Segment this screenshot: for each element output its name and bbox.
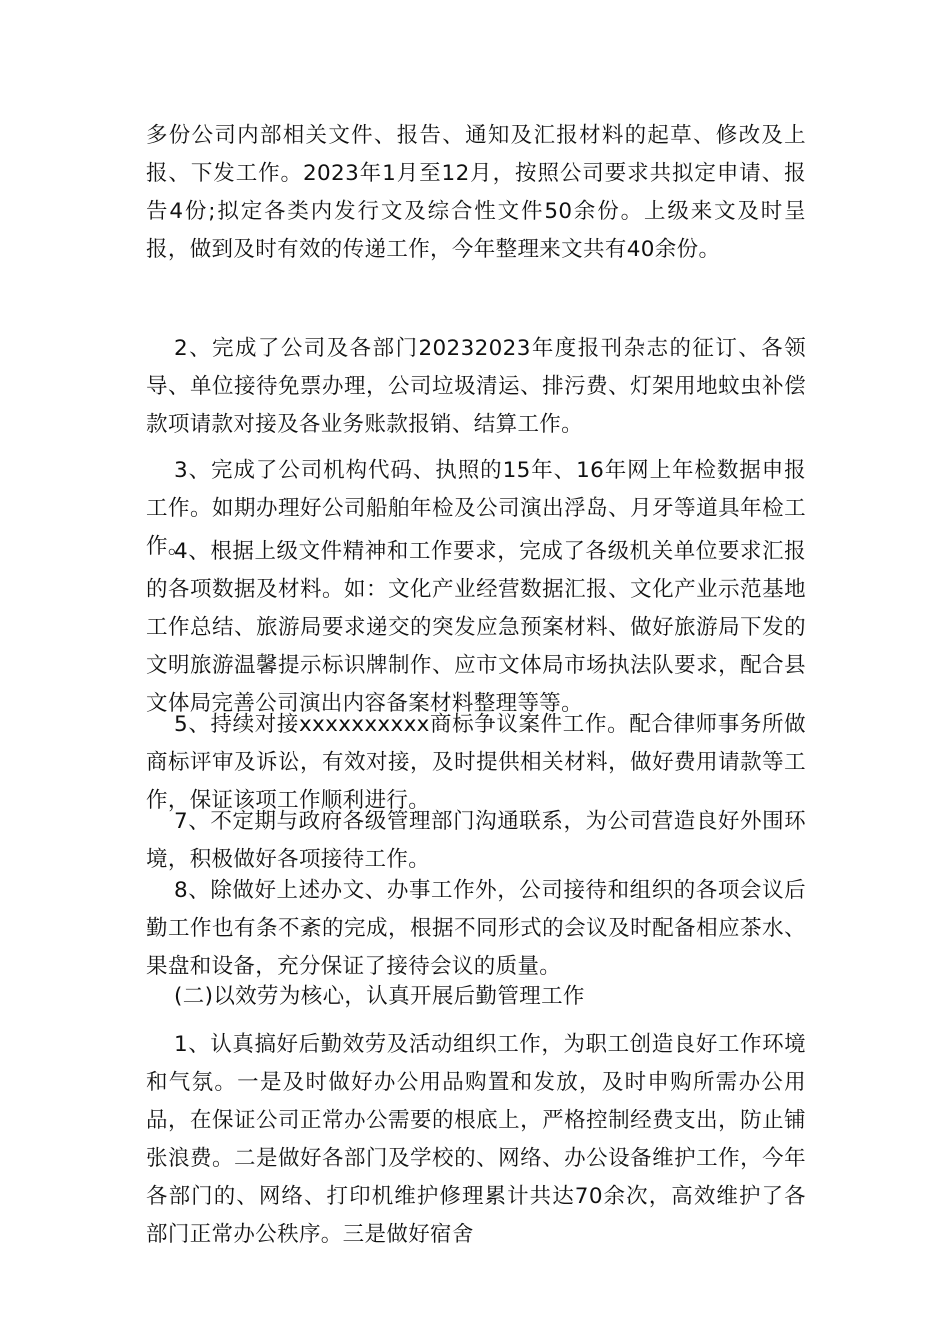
paragraph-8: 1、认真搞好后勤效劳及活动组织工作，为职工创造良好工作环境和气氛。一是及时做好办公用品购置和发放，及时申购所需办公用品，在保证公司正常办公需要的根底上，严格控制经费支出，防止铺张浪费。二是做好各部门及学校的、网络、办公设备维护工作，今年各部门的、网络、打印机维护修理累计共达70余次，高效维护了各部门正常办公秩序。三是做好宿舍 [146, 1032, 806, 1247]
paragraph-3: 3、完成了公司机构代码、执照的15年、16年网上年检数据申报工作。如期办理好公司船舶年检及公司演出浮岛、月牙等道具年检工作。 [146, 458, 806, 559]
section-heading: (二)以效劳为核心，认真开展后勤管理工作 [174, 984, 585, 1009]
paragraph-6: 7、不定期与政府各级管理部门沟通联系，为公司营造良好外围环境，积极做好各项接待工作。 [146, 809, 806, 872]
paragraph-7: 8、除做好上述办文、办事工作外，公司接待和组织的各项会议后勤工作也有条不紊的完成，根据不同形式的会议及时配备相应茶水、果盘和设备，充分保证了接待会议的质量。 [146, 878, 806, 979]
paragraph-1: 多份公司内部相关文件、报告、通知及汇报材料的起草、修改及上报、下发工作。2023年1月至12月，按照公司要求共拟定申请、报告4份;拟定各类内发行文及综合性文件50余份。上级来文及时呈报，做到及时有效的传递工作，今年整理来文共有40余份。 [146, 123, 806, 262]
paragraph-5: 5、持续对接xxxxxxxxxx商标争议案件工作。配合律师事务所做商标评审及诉讼，有效对接，及时提供相关材料，做好费用请款等工作，保证该项工作顺利进行。 [146, 712, 806, 813]
paragraph-4: 4、根据上级文件精神和工作要求，完成了各级机关单位要求汇报的各项数据及材料。如：文化产业经营数据汇报、文化产业示范基地工作总结、旅游局要求递交的突发应急预案材料、做好旅游局下发的文明旅游温馨提示标识牌制作、应市文体局市场执法队要求，配合县文体局完善公司演出内容备案材料整理等等。 [146, 539, 806, 716]
paragraph-2: 2、完成了公司及各部门20232023年度报刊杂志的征订、各领导、单位接待免票办理，公司垃圾清运、排污费、灯架用地蚊虫补偿款项请款对接及各业务账款报销、结算工作。 [146, 336, 806, 437]
